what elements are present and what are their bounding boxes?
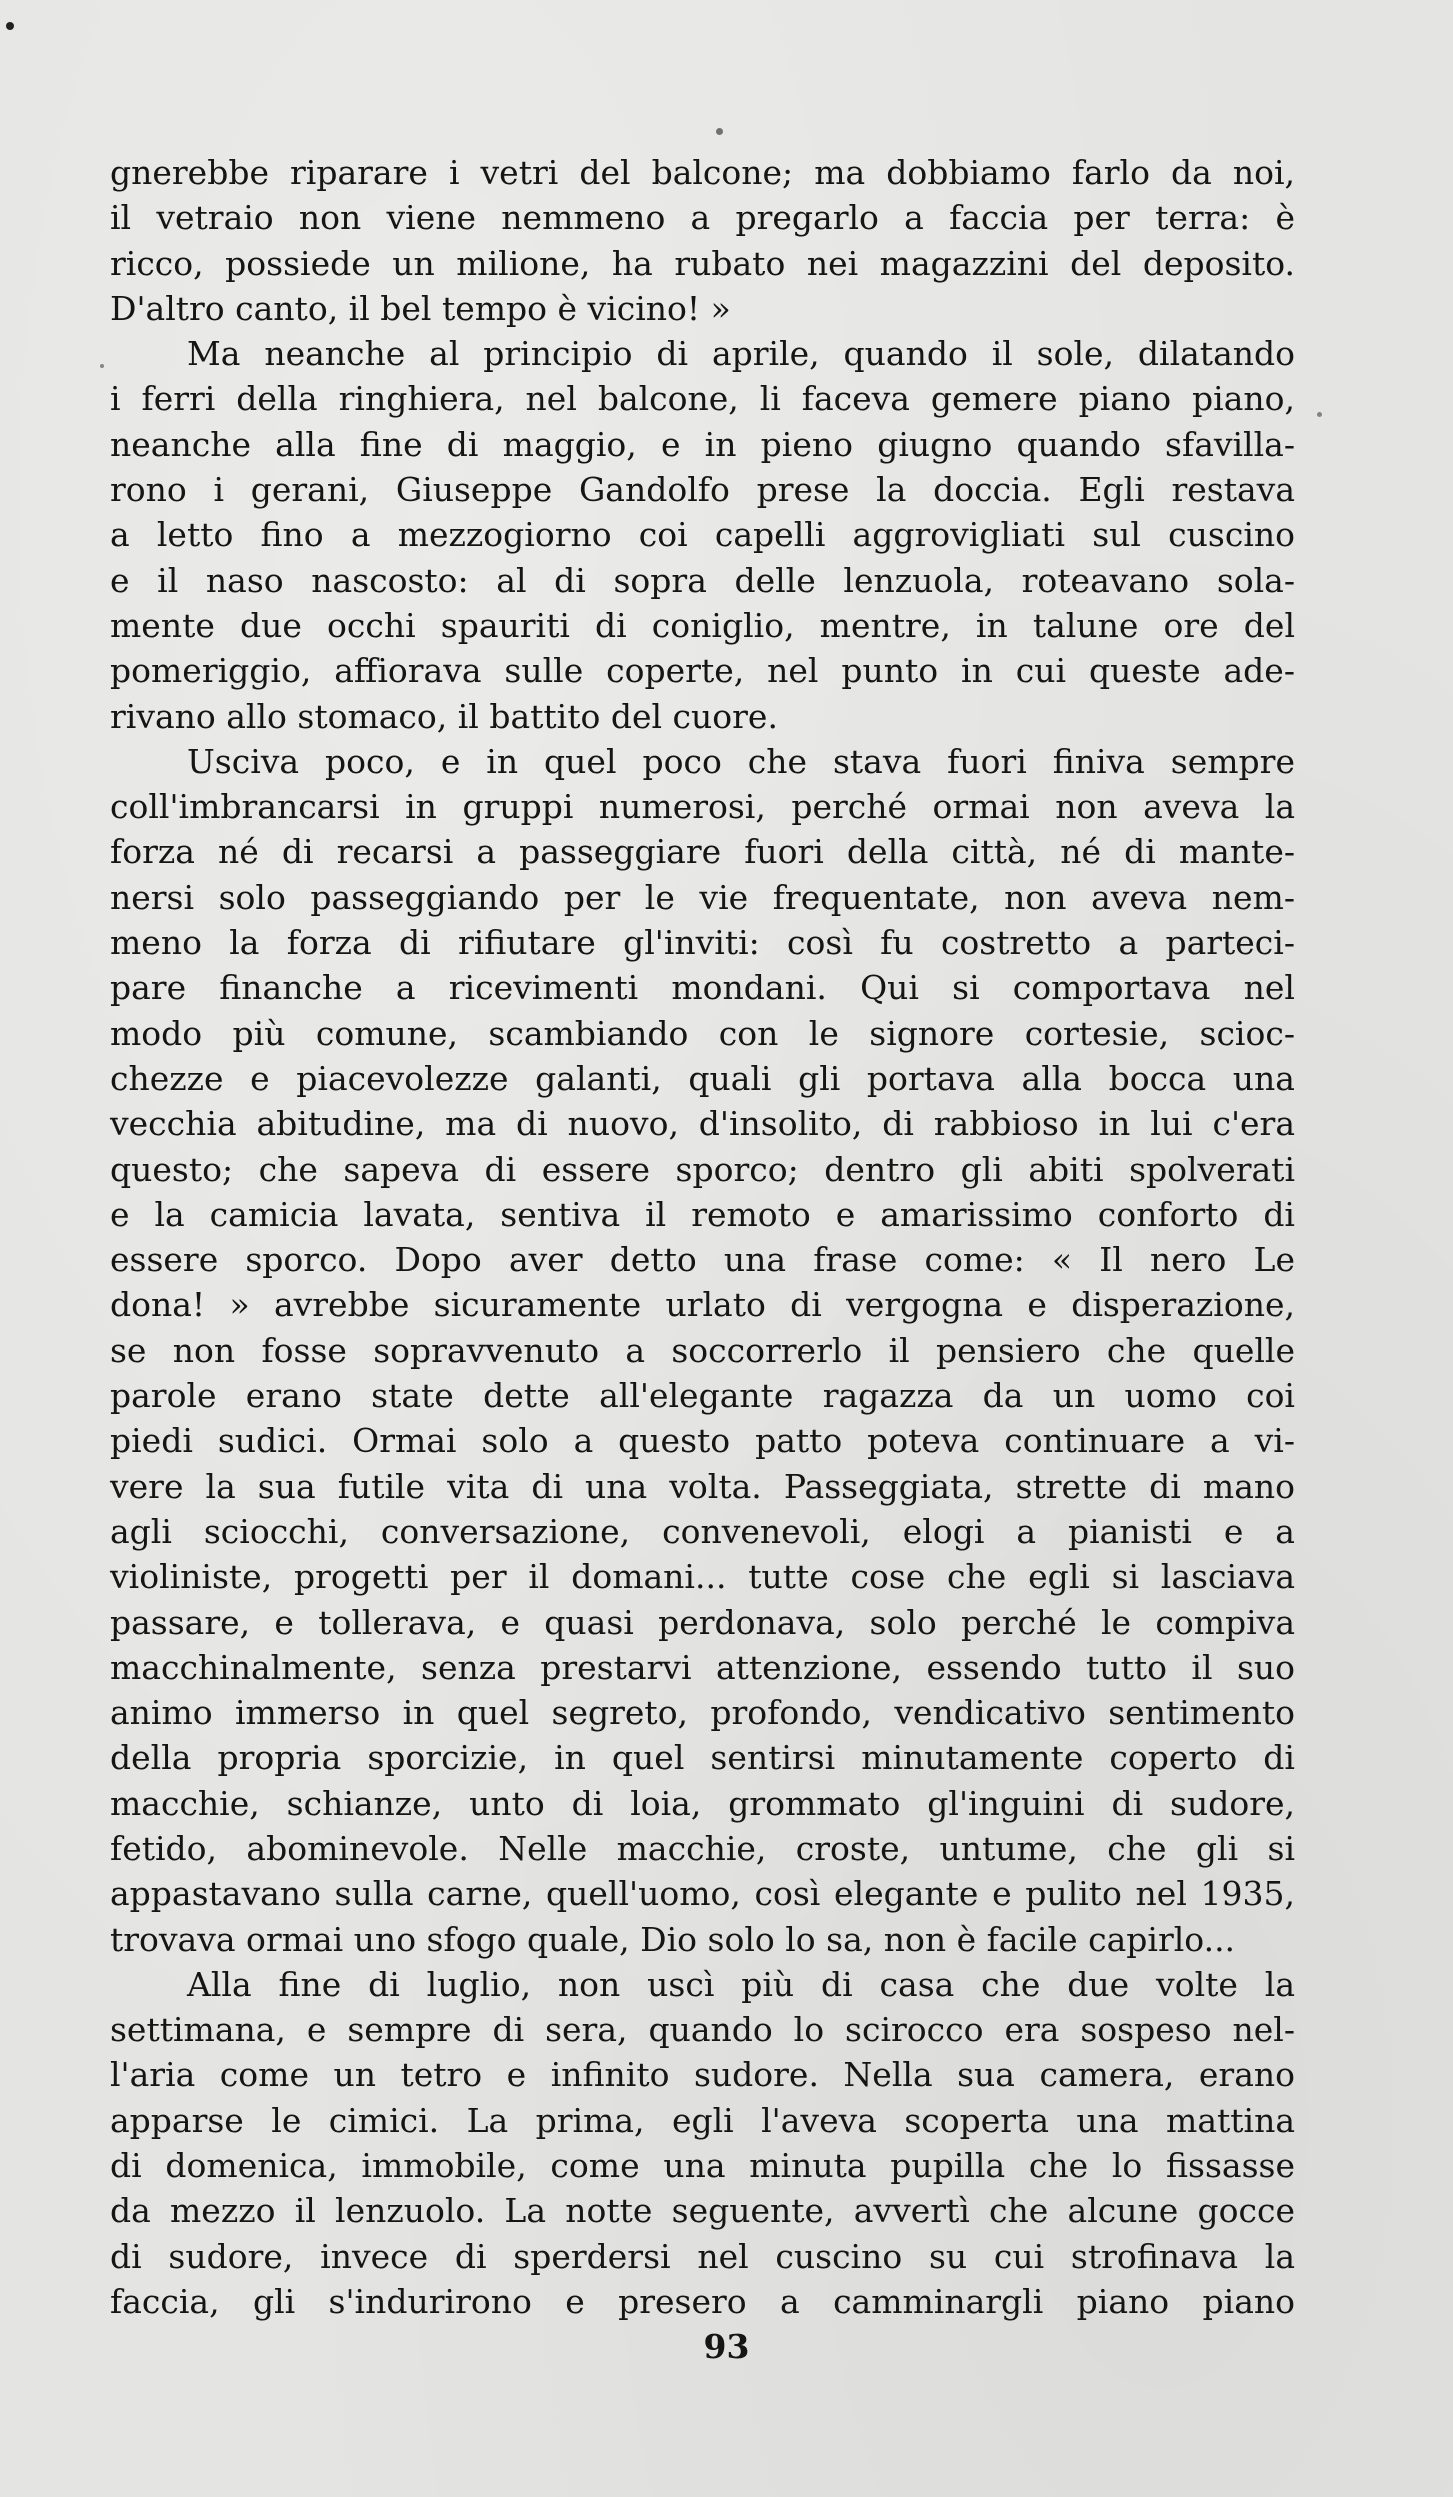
text-line: i ferri della ringhiera, nel balcone, li faceva gemere piano piano, — [110, 379, 1295, 419]
text-line: agli sciocchi, conversazione, convenevoli, elogi a pianisti e a — [110, 1511, 1295, 1551]
text-line: rono i gerani, Giuseppe Gandolfo prese la doccia. Egli restava — [110, 470, 1295, 510]
text-line: da mezzo il lenzuolo. La notte seguente, avvertì che alcune gocce — [110, 2191, 1295, 2231]
text-line: rivano allo stomaco, il battito del cuore. — [110, 696, 778, 736]
text-line: coll'imbrancarsi in gruppi numerosi, perché ormai non aveva la — [110, 787, 1295, 827]
text-line: Ma neanche al principio di aprile, quando il sole, dilatando — [187, 334, 1295, 374]
text-line: D'altro canto, il bel tempo è vicino! » — [110, 288, 731, 328]
text-line: macchie, schianze, unto di loia, grommato gl'inguini di sudore, — [110, 1783, 1295, 1823]
text-line: il vetraio non viene nemmeno a pregarlo a faccia per terra: è — [110, 198, 1295, 238]
ink-speck — [1317, 412, 1322, 417]
text-line: l'aria come un tetro e infinito sudore. Nella sua camera, erano — [110, 2055, 1295, 2095]
text-line: Alla fine di luglio, non uscì più di casa che due volte la — [187, 1964, 1295, 2004]
text-line: a letto fino a mezzogiorno coi capelli aggrovigliati sul cuscino — [110, 515, 1295, 555]
text-line: meno la forza di rifiutare gl'inviti: così fu costretto a parteci- — [110, 923, 1295, 963]
text-line: modo più comune, scambiando con le signore cortesie, scioc- — [110, 1013, 1295, 1053]
ink-speck — [6, 22, 14, 30]
text-line: macchinalmente, senza prestarvi attenzione, essendo tutto il suo — [110, 1647, 1295, 1687]
text-line: fetido, abominevole. Nelle macchie, croste, untume, che gli si — [110, 1828, 1295, 1868]
text-line: dona! » avrebbe sicuramente urlato di vergogna e disperazione, — [110, 1285, 1295, 1325]
paragraph — [110, 1962, 1295, 2324]
text-line: mente due occhi spauriti di coniglio, mentre, in talune ore del — [110, 605, 1295, 645]
text-line: gnerebbe riparare i vetri del balcone; ma dobbiamo farlo da noi, — [110, 153, 1295, 192]
body-text — [110, 150, 1295, 2324]
text-line: Usciva poco, e in quel poco che stava fuori finiva sempre — [187, 741, 1295, 781]
text-line: settimana, e sempre di sera, quando lo scirocco era sospeso nel- — [110, 2010, 1295, 2050]
text-line: se non fosse sopravvenuto a soccorrerlo il pensiero che quelle — [110, 1330, 1295, 1370]
text-line: ricco, possiede un milione, ha rubato nei magazzini del deposito. — [110, 243, 1295, 283]
paragraph — [110, 150, 1295, 331]
text-line: vecchia abitudine, ma di nuovo, d'insolito, di rabbioso in lui c'era — [110, 1104, 1295, 1144]
ink-speck — [716, 128, 723, 135]
text-line: faccia, gli s'indurirono e presero a camminargli piano piano — [110, 2281, 1295, 2321]
text-line: di domenica, immobile, come una minuta pupilla che lo fissasse — [110, 2146, 1295, 2186]
text-line: chezze e piacevolezze galanti, quali gli portava alla bocca una — [110, 1058, 1295, 1098]
text-line: parole erano state dette all'elegante ragazza da un uomo coi — [110, 1376, 1295, 1416]
paragraph — [110, 331, 1295, 739]
text-line: piedi sudici. Ormai solo a questo patto poteva continuare a vi- — [110, 1421, 1295, 1461]
text-line: appastavano sulla carne, quell'uomo, così elegante e pulito nel 1935, — [110, 1874, 1295, 1914]
page-number: 93 — [703, 2327, 750, 2366]
text-line: essere sporco. Dopo aver detto una frase come: « Il nero Le — [110, 1240, 1295, 1280]
text-line: vere la sua futile vita di una volta. Passeggiata, strette di mano — [110, 1466, 1295, 1506]
text-line: passare, e tollerava, e quasi perdonava, solo perché le compiva — [110, 1602, 1295, 1642]
text-line: pomeriggio, affiorava sulle coperte, nel punto in cui queste ade- — [110, 651, 1295, 691]
ink-speck — [100, 364, 104, 368]
text-line: apparse le cimici. La prima, egli l'aveva scoperta una mattina — [110, 2100, 1295, 2140]
paragraph — [110, 739, 1295, 1962]
text-line: neanche alla fine di maggio, e in pieno giugno quando sfavilla- — [110, 424, 1295, 464]
text-line: trovava ormai uno sfogo quale, Dio solo lo sa, non è facile capirlo... — [110, 1919, 1236, 1959]
text-line: animo immerso in quel segreto, profondo, vendicativo sentimento — [110, 1693, 1295, 1733]
text-line: e il naso nascosto: al di sopra delle lenzuola, roteavano sola- — [110, 560, 1295, 600]
text-line: della propria sporcizie, in quel sentirsi minutamente coperto di — [110, 1738, 1295, 1778]
text-line: e la camicia lavata, sentiva il remoto e amarissimo conforto di — [110, 1194, 1295, 1234]
text-line: pare finanche a ricevimenti mondani. Qui si comportava nel — [110, 968, 1295, 1008]
text-line: questo; che sapeva di essere sporco; dentro gli abiti spolverati — [110, 1149, 1295, 1189]
text-line: forza né di recarsi a passeggiare fuori della città, né di mante- — [110, 832, 1295, 872]
text-line: violiniste, progetti per il domani... tutte cose che egli si lasciava — [110, 1557, 1295, 1597]
text-line: di sudore, invece di sperdersi nel cuscino su cui strofinava la — [110, 2236, 1295, 2276]
text-line: nersi solo passeggiando per le vie frequentate, non aveva nem- — [110, 877, 1295, 917]
